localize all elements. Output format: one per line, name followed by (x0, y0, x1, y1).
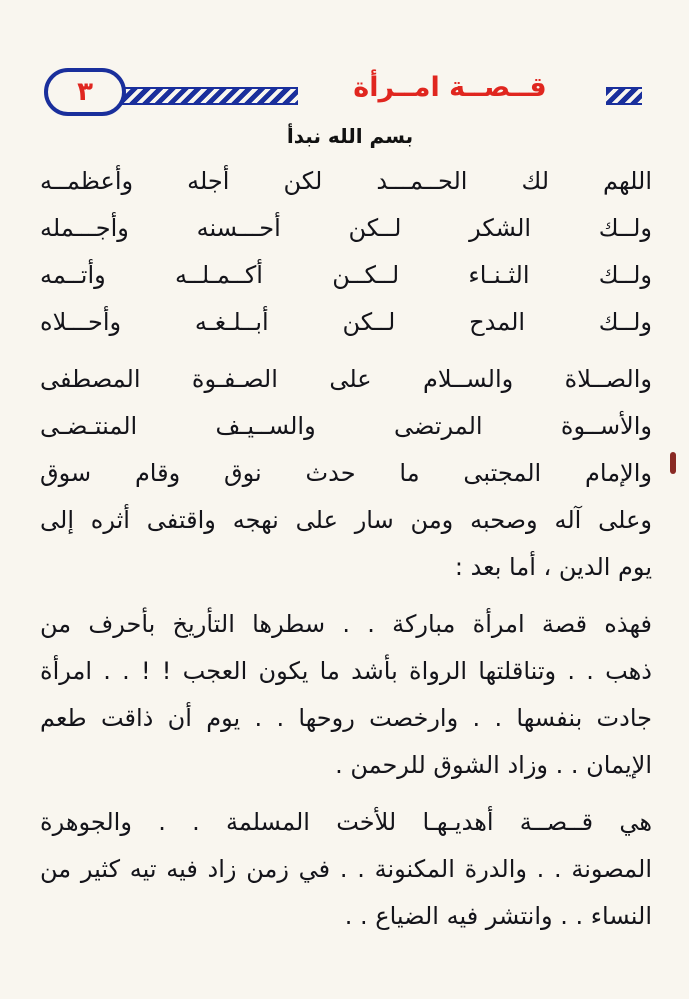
paragraph-gap (40, 591, 652, 601)
text-line: ولــك المدح لــكن أبــلـغـه وأحـــلاه (40, 308, 652, 336)
text-line: وعلى آله وصحبه ومن سار على نهجه واقتفى أثره إلى (40, 506, 652, 534)
header-stripe-right (606, 87, 642, 105)
text-line: ولــك الثـنـاء لــكــن أكــمـلــه وأتــمه (40, 261, 652, 289)
text-line: فهذه قصة امرأة مباركة . . سطرها التأريخ بأحرف من (40, 610, 652, 638)
page-edge-mark (670, 452, 676, 474)
text-line: والأســوة المرتضى والســيـف المنتـضـى (40, 412, 652, 440)
text-line: اللهم لك الحــمـــد لكن أجله وأعظمــه (40, 167, 652, 195)
text-line: المصونة . . والدرة المكنونة . . في زمن زاد فيه تيه كثير من (40, 855, 652, 883)
text-line: النساء . . وانتشر فيه الضياع . . (344, 902, 652, 930)
paragraph-gap (40, 346, 652, 356)
running-title: قــصــة امــرأة (353, 72, 547, 103)
basmala-heading: بسم الله نبدأ (286, 124, 414, 148)
body-text (40, 158, 652, 940)
text-line: ذهب . . وتناقلتها الرواة بأشد ما يكون العجب ! ! . . امرأة (40, 657, 652, 685)
header-stripe-left (118, 87, 298, 105)
paragraph-gap (40, 789, 652, 799)
page-number: ٣ (44, 68, 126, 116)
text-line: ولــك الشكر لــكن أحـــسنه وأجـــمله (40, 214, 652, 242)
text-line: والصــلاة والســلام على الصـفـوة المصطفى (40, 365, 652, 393)
text-line: هي قــصــة أهديـهـا للأخت المسلمة . . والجوهرة (40, 808, 652, 836)
text-line: والإمام المجتبى ما حدث نوق وقام سوق (40, 459, 652, 487)
text-line: يوم الدين ، أما بعد : (454, 553, 652, 581)
text-line: الإيمان . . وزاد الشوق للرحمن . (335, 751, 652, 779)
text-line: جادت بنفسها . . وارخصت روحها . . يوم أن ذاقت طعم (40, 704, 652, 732)
